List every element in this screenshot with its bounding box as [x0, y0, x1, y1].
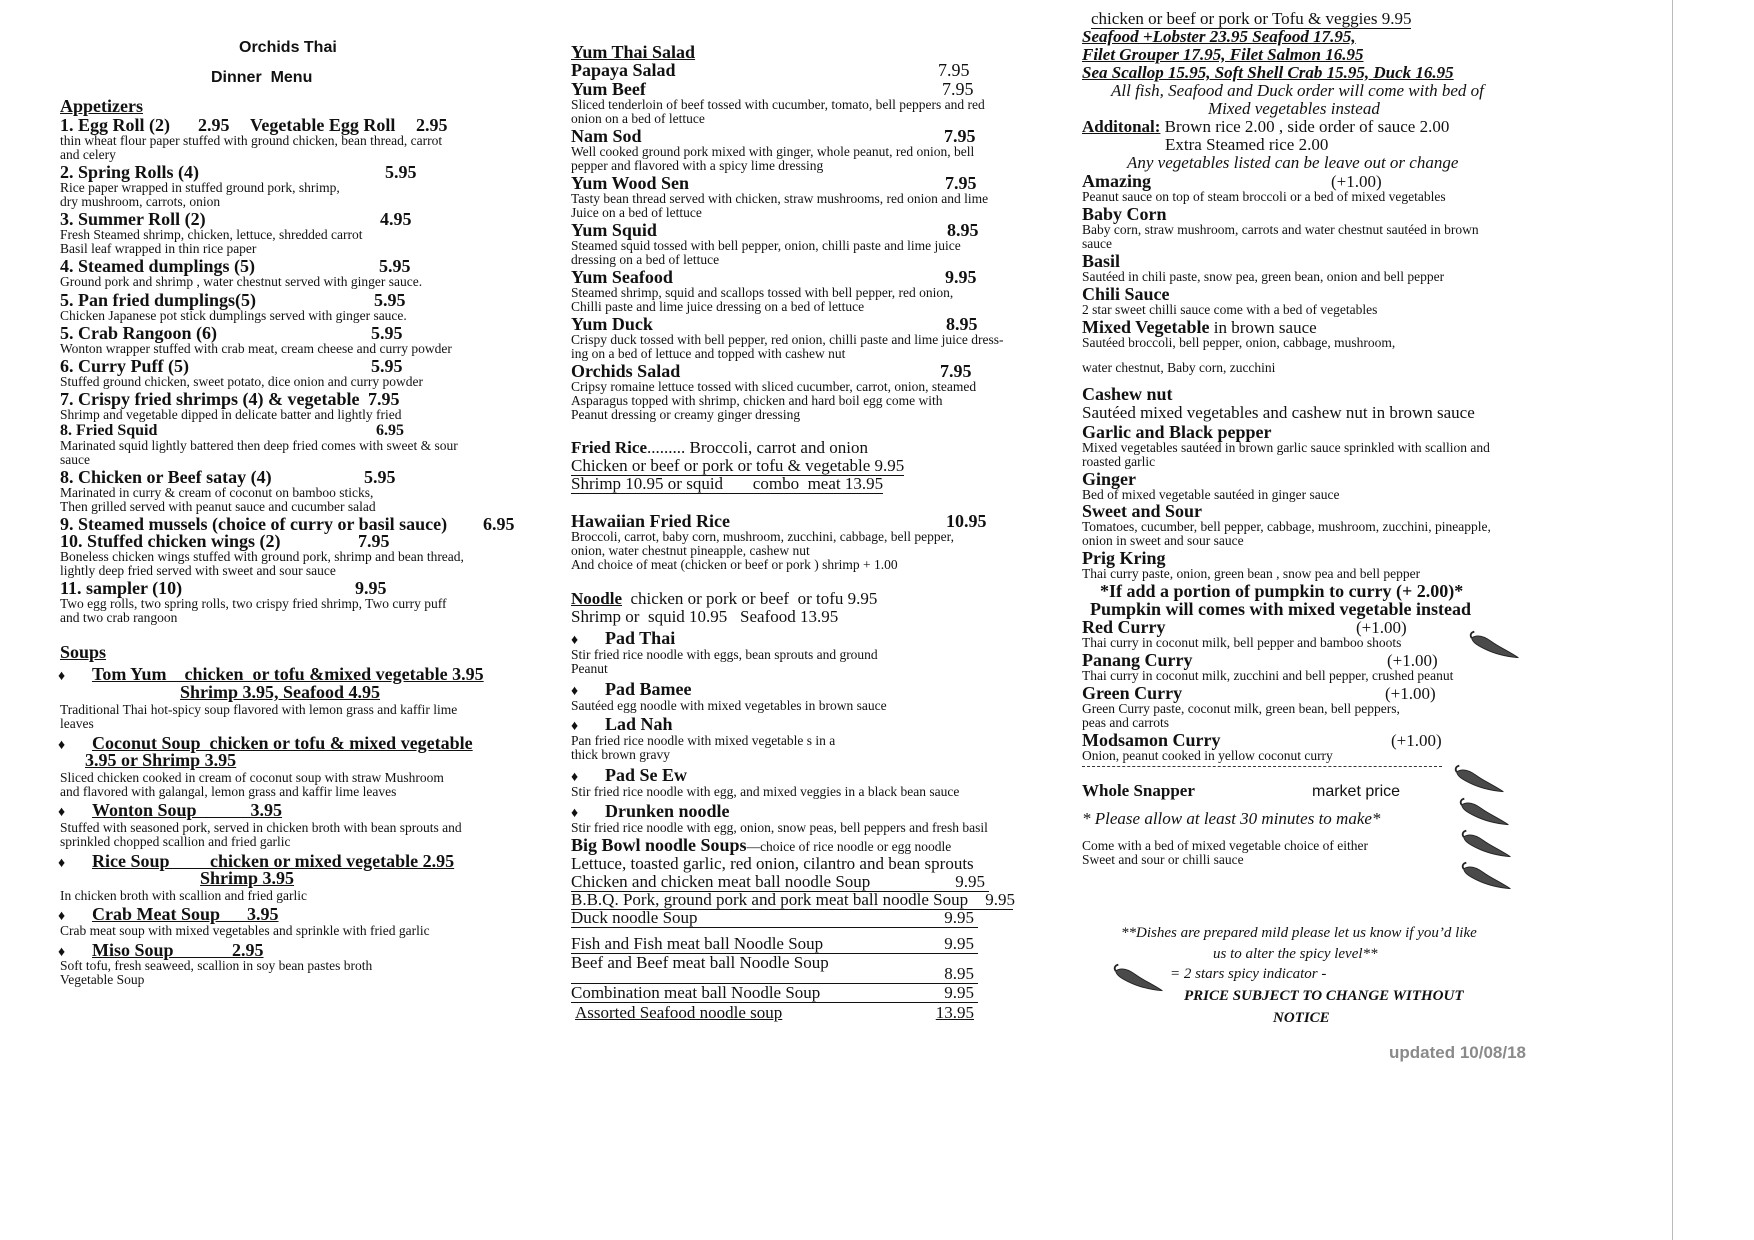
chili-pepper-icon	[1453, 764, 1507, 796]
salad-price: 9.95	[945, 267, 977, 287]
soup-desc: leaves	[60, 716, 94, 731]
appetizer-price: 4.95	[380, 209, 412, 229]
appetizer-price: 9.95	[355, 578, 387, 598]
entree-desc: Baby corn, straw mushroom, carrots and water chestnut sautéed in brown	[1082, 222, 1479, 237]
section-title-yum-salad: Yum Thai Salad	[571, 42, 696, 62]
soup-desc: In chicken broth with scallion and fried garlic	[60, 888, 308, 903]
curry-name: Modsamon Curry	[1082, 730, 1221, 750]
soup-desc: Traditional Thai hot-spicy soup flavored with lemon grass and kaffir lime	[60, 702, 458, 717]
appetizer-desc: Then grilled served with peanut sauce and cucumber salad	[60, 499, 376, 514]
curry-price: (+1.00)	[1387, 651, 1438, 670]
spicy-indicator-text: = 2 stars spicy indicator -	[1170, 966, 1327, 982]
big-bowl-title-suffix: —choice of rice noodle or egg noodle	[746, 839, 952, 854]
big-bowl-price: 9.95	[944, 908, 974, 927]
salad-desc: Steamed shrimp, squid and scallops tossed with bell pepper, red onion,	[571, 285, 954, 300]
big-bowl-header	[571, 835, 951, 856]
snapper-price: market price	[1312, 783, 1401, 800]
entree-desc: onion in sweet and sour sauce	[1082, 533, 1244, 548]
appetizer-price: 5.95	[379, 256, 411, 276]
entree-desc: water chestnut, Baby corn, zucchini	[1082, 360, 1276, 375]
section-title-appetizers: Appetizers	[60, 96, 143, 116]
entree-name: Baby Corn	[1082, 204, 1167, 224]
curry-desc: Onion, peanut cooked in yellow coconut curry	[1082, 748, 1333, 763]
dashed-divider	[1082, 766, 1442, 767]
entree-desc: Sautéed in chili paste, snow pea, green bean, onion and bell pepper	[1082, 269, 1445, 284]
salad-price: 7.95	[938, 60, 970, 80]
appetizer-desc: dry mushroom, carrots, onion	[60, 194, 221, 209]
premium-protein-line: Sea Scallop 15.95, Soft Shell Crab 15.95, Duck 16.95	[1082, 63, 1454, 82]
salad-name: Papaya Salad	[571, 60, 676, 80]
soup-desc: Soft tofu, fresh seaweed, scallion in soy bean pastes broth	[60, 958, 373, 973]
salad-name: Yum Beef	[571, 79, 646, 99]
salad-name: Yum Squid	[571, 220, 657, 240]
premium-protein-line: Seafood +Lobster 23.95 Seafood 17.95,	[1082, 27, 1356, 46]
noodle-desc: Pan fried rice noodle with mixed vegetable s in a	[571, 733, 836, 748]
soup-desc: Vegetable Soup	[60, 972, 145, 987]
entree-name: Amazing	[1082, 171, 1151, 191]
curry-desc: Thai curry in coconut milk, zucchini and bell pepper, crushed peanut	[1082, 668, 1454, 683]
fried-rice-title: Fried Rice	[571, 438, 647, 457]
big-bowl-name: Combination meat ball Noodle Soup	[571, 983, 821, 1002]
noodle-name: Drunken noodle	[605, 801, 730, 821]
diamond-bullet-icon: ♦	[571, 684, 579, 699]
price-notice: PRICE SUBJECT TO CHANGE WITHOUT	[1184, 988, 1464, 1004]
chili-pepper-icon	[1458, 797, 1512, 829]
fried-rice-header	[571, 438, 868, 457]
salad-price: 7.95	[942, 79, 974, 99]
noodle-name: Pad Bamee	[605, 679, 692, 699]
appetizer-desc: Fresh Steamed shrimp, chicken, lettuce, shredded carrot	[60, 227, 363, 242]
appetizer-price: 6.95	[483, 514, 515, 534]
hawaiian-desc: And choice of meat (chicken or beef or pork ) shrimp + 1.00	[571, 557, 898, 572]
entree-desc: Thai curry paste, onion, green bean , snow pea and bell pepper	[1082, 566, 1421, 581]
soup-line2: 3.95 or Shrimp 3.95	[85, 750, 237, 770]
curry-price: (+1.00)	[1385, 684, 1436, 703]
salad-desc: Juice on a bed of lettuce	[571, 205, 702, 220]
salad-desc: Well cooked ground pork mixed with ginger, whole peanut, red onion, bell	[571, 144, 975, 159]
pumpkin-note: Pumpkin will comes with mixed vegetable instead	[1090, 599, 1471, 619]
soup-desc: Sliced chicken cooked in cream of coconut soup with straw Mushroom	[60, 770, 444, 785]
salad-name: Yum Seafood	[571, 267, 673, 287]
appetizer-desc: Marinated squid lightly battered then deep fried comes with sweet & sour	[60, 438, 458, 453]
appetizer-desc: Wonton wrapper stuffed with crab meat, cream cheese and curry powder	[60, 341, 452, 356]
page-edge	[1672, 0, 1673, 1240]
entree-name: Chili Sauce	[1082, 284, 1170, 304]
section-title-soups: Soups	[60, 642, 107, 662]
additional-line	[1082, 117, 1449, 136]
entree-name-suffix: in brown sauce	[1209, 318, 1317, 337]
big-bowl-name: Beef and Beef meat ball Noodle Soup	[571, 953, 829, 972]
curry-desc: Green Curry paste, coconut milk, green bean, bell peppers,	[1082, 701, 1400, 716]
appetizer-price: 5.95	[374, 290, 406, 310]
salad-desc: pepper and flavored with a spicy lime dressing	[571, 158, 824, 173]
chili-pepper-icon	[1460, 829, 1514, 861]
pumpkin-note: *If add a portion of pumpkin to curry (+ 2.00)*	[1100, 581, 1464, 601]
snapper-name: Whole Snapper	[1082, 781, 1195, 800]
appetizer-price-alt: 2.95	[416, 115, 448, 135]
big-bowl-subtitle: Lettuce, toasted garlic, red onion, cilantro and bean sprouts	[571, 854, 974, 873]
noodle-desc: Stir fried rice noodle with eggs, bean sprouts and ground	[571, 647, 878, 662]
appetizer-desc: thin wheat flour paper stuffed with ground chicken, bean thread, carrot	[60, 133, 443, 148]
appetizer-name: 1. Egg Roll (2)	[60, 115, 170, 135]
chili-pepper-icon	[1460, 861, 1514, 893]
soup-desc: and flavored with galangal, lemon grass and kaffir lime leaves	[60, 784, 397, 799]
appetizer-name: 4. Steamed dumplings (5)	[60, 256, 256, 276]
snapper-desc: Sweet and sour or chilli sauce	[1082, 852, 1244, 867]
additional-text: Brown rice 2.00 , side order of sauce 2.00	[1164, 117, 1450, 136]
big-bowl-name: Fish and Fish meat ball Noodle Soup	[571, 934, 824, 953]
salad-desc: Crispy duck tossed with bell pepper, red onion, chilli paste and lime juice dress-	[571, 332, 1004, 347]
chili-pepper-icon	[1468, 630, 1522, 662]
entree-name: Mixed Vegetable	[1082, 317, 1210, 337]
diamond-bullet-icon: ♦	[58, 738, 66, 753]
salad-desc: ing on a bed of lettuce and topped with cashew nut	[571, 346, 846, 361]
appetizer-desc: and celery	[60, 147, 116, 162]
entree-name: Garlic and Black pepper	[1082, 422, 1272, 442]
soup-line2: Shrimp 3.95, Seafood 4.95	[180, 682, 381, 702]
entree-desc: sauce	[1082, 236, 1112, 251]
salad-desc: Sliced tenderloin of beef tossed with cucumber, tomato, bell peppers and red	[571, 97, 985, 112]
noodle-desc: Peanut	[571, 661, 608, 676]
big-bowl-price: 13.95	[935, 1003, 974, 1022]
appetizer-name: 6. Curry Puff (5)	[60, 356, 189, 376]
diamond-bullet-icon: ♦	[58, 856, 66, 871]
diamond-bullet-icon: ♦	[571, 633, 579, 648]
big-bowl-name: B.B.Q. Pork, ground pork and pork meat ball noodle Soup	[571, 890, 969, 909]
big-bowl-price: 9.95	[955, 872, 985, 891]
appetizer-desc: Basil leaf wrapped in thin rice paper	[60, 241, 257, 256]
salad-desc: Chilli paste and lime juice dressing on a bed of lettuce	[571, 299, 865, 314]
entree-name: Basil	[1082, 251, 1121, 271]
appetizer-name: 7. Crispy fried shrimps (4) & vegetable	[60, 389, 360, 409]
big-bowl-name: Duck noodle Soup	[571, 908, 698, 927]
curry-name: Panang Curry	[1082, 650, 1193, 670]
noodle-title: Noodle	[571, 589, 622, 608]
soup-name: Crab Meat Soup 3.95	[92, 904, 279, 924]
appetizer-name: 5. Pan fried dumplings(5)	[60, 290, 257, 310]
salad-desc: Steamed squid tossed with bell pepper, onion, chilli paste and lime juice	[571, 238, 961, 253]
appetizer-name-alt: Vegetable Egg Roll	[250, 115, 396, 135]
entree-desc: 2 star sweet chilli sauce come with a bed of vegetables	[1082, 302, 1378, 317]
entree-name: Ginger	[1082, 469, 1136, 489]
curry-name: Green Curry	[1082, 683, 1183, 703]
salad-desc: Peanut dressing or creamy ginger dressing	[571, 407, 801, 422]
entree-desc: Tomatoes, cucumber, bell pepper, cabbage, mushroom, zucchini, pineapple,	[1082, 519, 1491, 534]
appetizer-name: 3. Summer Roll (2)	[60, 209, 206, 229]
noodle-desc: Sautéed egg noodle with mixed vegetables in brown sauce	[571, 698, 887, 713]
big-bowl-item	[571, 1003, 978, 1022]
appetizer-desc: and two crab rangoon	[60, 610, 178, 625]
appetizer-desc: Stuffed ground chicken, sweet potato, dice onion and curry powder	[60, 374, 424, 389]
appetizer-desc: Boneless chicken wings stuffed with ground pork, shrimp and bean thread,	[60, 549, 464, 564]
big-bowl-name: Assorted Seafood noodle soup	[575, 1003, 783, 1022]
appetizer-desc: Two egg rolls, two spring rolls, two crispy fried shrimp, Two curry puff	[60, 596, 447, 611]
curry-desc: peas and carrots	[1082, 715, 1169, 730]
restaurant-name: Orchids Thai	[239, 39, 337, 56]
salad-name: Yum Duck	[571, 314, 653, 334]
soup-line2: Shrimp 3.95	[200, 868, 295, 888]
big-bowl-title: Big Bowl noodle Soups	[571, 835, 747, 855]
curry-name: Red Curry	[1082, 617, 1166, 637]
appetizer-desc: Ground pork and shrimp , water chestnut served with ginger sauce.	[60, 274, 423, 289]
salad-price: 8.95	[947, 220, 979, 240]
appetizer-name: 11. sampler (10)	[60, 578, 183, 598]
price-notice: NOTICE	[1273, 1010, 1330, 1026]
noodle-prices-2: Shrimp or squid 10.95 Seafood 13.95	[571, 607, 839, 626]
noodle-header	[571, 589, 877, 608]
appetizer-price: 6.95	[376, 422, 404, 439]
salad-desc: Tasty bean thread served with chicken, straw mushrooms, red onion and lime	[571, 191, 989, 206]
salad-name: Nam Sod	[571, 126, 642, 146]
salad-price: 8.95	[946, 314, 978, 334]
spicy-note: us to alter the spicy level**	[1213, 946, 1378, 962]
salad-price: 7.95	[944, 126, 976, 146]
vegetable-note: Any vegetables listed can be leave out or change	[1127, 153, 1459, 172]
soup-desc: sprinkled chopped scallion and fried garlic	[60, 834, 291, 849]
appetizer-desc: Marinated in curry & cream of coconut on bamboo sticks,	[60, 485, 374, 500]
hawaiian-price: 10.95	[946, 511, 987, 531]
entree-desc: Peanut sauce on top of steam broccoli or a bed of mixed vegetables	[1082, 189, 1446, 204]
noodle-name: Lad Nah	[605, 714, 673, 734]
entree-price: (+1.00)	[1331, 172, 1382, 191]
premium-protein-line: Filet Grouper 17.95, Filet Salmon 16.95	[1082, 45, 1364, 64]
appetizer-name: 8. Chicken or Beef satay (4)	[60, 467, 272, 487]
soup-name: Coconut Soup chicken or tofu & mixed vegetable	[92, 733, 473, 753]
entree-desc: Sautéed broccoli, bell pepper, onion, cabbage, mushroom,	[1082, 335, 1396, 350]
big-bowl-item	[571, 890, 1013, 910]
appetizer-price: 5.95	[371, 323, 403, 343]
updated-date: updated 10/08/18	[1389, 1043, 1527, 1062]
salad-name: Orchids Salad	[571, 361, 681, 381]
big-bowl-item	[571, 934, 978, 954]
appetizer-name: 9. Steamed mussels (choice of curry or basil sauce)	[60, 514, 448, 534]
entree-desc: Mixed vegetables sautéed in brown garlic sauce sprinkled with scallion and	[1082, 440, 1490, 455]
big-bowl-price: 9.95	[944, 983, 974, 1002]
entree-base-price: chicken or beef or pork or Tofu & veggies 9.95	[1091, 9, 1412, 28]
dot-leader: .........	[647, 438, 686, 457]
appetizer-price: 5.95	[364, 467, 396, 487]
noodle-name: Pad Thai	[605, 628, 676, 648]
additional-label: Additonal:	[1082, 117, 1161, 136]
salad-desc: Asparagus topped with shrimp, chicken and hard boil egg come with	[571, 393, 943, 408]
noodle-desc: Stir fried rice noodle with egg, and mixed veggies in a black bean sauce	[571, 784, 960, 799]
hawaiian-desc: Broccoli, carrot, baby corn, mushroom, zucchini, cabbage, bell pepper,	[571, 529, 954, 544]
soup-name: Rice Soup chicken or mixed vegetable 2.95	[92, 851, 455, 871]
appetizer-desc: Rice paper wrapped in stuffed ground pork, shrimp,	[60, 180, 340, 195]
fried-rice-line: Shrimp 10.95 or squid combo meat 13.95	[571, 474, 884, 493]
diamond-bullet-icon: ♦	[571, 719, 579, 734]
appetizer-price: 7.95	[368, 389, 400, 409]
big-bowl-price: 8.95	[944, 964, 974, 983]
soup-desc: Crab meat soup with mixed vegetables and sprinkle with fried garlic	[60, 923, 430, 938]
salad-desc: onion on a bed of lettuce	[571, 111, 705, 126]
fried-rice-line: Chicken or beef or pork or tofu & vegetable 9.95	[571, 456, 905, 475]
appetizer-desc: lightly deep fried served with sweet and sour sauce	[60, 563, 336, 578]
soup-name: Wonton Soup 3.95	[92, 800, 283, 820]
appetizer-desc: Shrimp and vegetable dipped in delicate batter and lightly fried	[60, 407, 402, 422]
chili-pepper-icon	[1112, 963, 1166, 995]
appetizer-name: 2. Spring Rolls (4)	[60, 162, 200, 182]
salad-price: 7.95	[945, 173, 977, 193]
menu-title: Dinner Menu	[211, 69, 313, 86]
seafood-note: Mixed vegetables instead	[1208, 99, 1380, 118]
salad-desc: Cripsy romaine lettuce tossed with sliced cucumber, carrot, onion, steamed	[571, 379, 977, 394]
snapper-note: * Please allow at least 30 minutes to make*	[1082, 809, 1381, 828]
big-bowl-item	[571, 953, 978, 984]
spicy-note: **Dishes are prepared mild please let us know if you’d like	[1121, 925, 1477, 941]
fried-rice-desc: Broccoli, carrot and onion	[689, 438, 868, 457]
appetizer-price: 7.95	[358, 531, 390, 551]
diamond-bullet-icon: ♦	[58, 805, 66, 820]
salad-name: Yum Wood Sen	[571, 173, 690, 193]
big-bowl-price: 9.95	[985, 890, 1015, 909]
hawaiian-desc: onion, water chestnut pineapple, cashew nut	[571, 543, 810, 558]
diamond-bullet-icon: ♦	[571, 806, 579, 821]
entree-name: Cashew nut	[1082, 384, 1173, 404]
appetizer-price: 5.95	[371, 356, 403, 376]
appetizer-name: 5. Crab Rangoon (6)	[60, 323, 218, 343]
entree-desc: Bed of mixed vegetable sautéed in ginger sauce	[1082, 487, 1340, 502]
noodle-prices: chicken or pork or beef or tofu 9.95	[630, 589, 878, 608]
noodle-desc: thick brown gravy	[571, 747, 670, 762]
noodle-desc: Stir fried rice noodle with egg, onion, snow peas, bell peppers and fresh basil	[571, 820, 988, 835]
entree-name: Prig Kring	[1082, 548, 1166, 568]
diamond-bullet-icon: ♦	[58, 945, 66, 960]
soup-name: Tom Yum chicken or tofu &mixed vegetable 3.95	[92, 664, 484, 684]
big-bowl-item	[571, 983, 978, 1003]
appetizer-name: 10. Stuffed chicken wings (2)	[60, 531, 281, 551]
appetizer-price: 2.95	[198, 115, 230, 135]
entree-desc: roasted garlic	[1082, 454, 1156, 469]
salad-price: 7.95	[940, 361, 972, 381]
big-bowl-item	[571, 872, 989, 892]
soup-name: Miso Soup 2.95	[92, 940, 264, 960]
seafood-note: All fish, Seafood and Duck order will come with bed of	[1111, 81, 1484, 100]
hawaiian-name: Hawaiian Fried Rice	[571, 511, 730, 531]
entree-subtitle: Sautéed mixed vegetables and cashew nut in brown sauce	[1082, 403, 1475, 422]
diamond-bullet-icon: ♦	[571, 770, 579, 785]
curry-price: (+1.00)	[1356, 618, 1407, 637]
appetizer-desc: Chicken Japanese pot stick dumplings served with ginger sauce.	[60, 308, 407, 323]
appetizer-price: 5.95	[385, 162, 417, 182]
diamond-bullet-icon: ♦	[58, 669, 66, 684]
diamond-bullet-icon: ♦	[58, 909, 66, 924]
salad-desc: dressing on a bed of lettuce	[571, 252, 720, 267]
entree-name: Sweet and Sour	[1082, 501, 1203, 521]
big-bowl-name: Chicken and chicken meat ball noodle Soup	[571, 872, 871, 891]
appetizer-name: 8. Fried Squid	[60, 422, 158, 439]
snapper-desc: Come with a bed of mixed vegetable choice of either	[1082, 838, 1369, 853]
appetizer-desc: sauce	[60, 452, 90, 467]
noodle-name: Pad Se Ew	[605, 765, 688, 785]
additional-text-2: Extra Steamed rice 2.00	[1165, 135, 1329, 154]
soup-desc: Stuffed with seasoned pork, served in chicken broth with bean sprouts and	[60, 820, 462, 835]
big-bowl-item	[571, 908, 978, 928]
curry-price: (+1.00)	[1391, 731, 1442, 750]
curry-desc: Thai curry in coconut milk, bell pepper and bamboo shoots	[1082, 635, 1402, 650]
big-bowl-price: 9.95	[944, 934, 974, 953]
